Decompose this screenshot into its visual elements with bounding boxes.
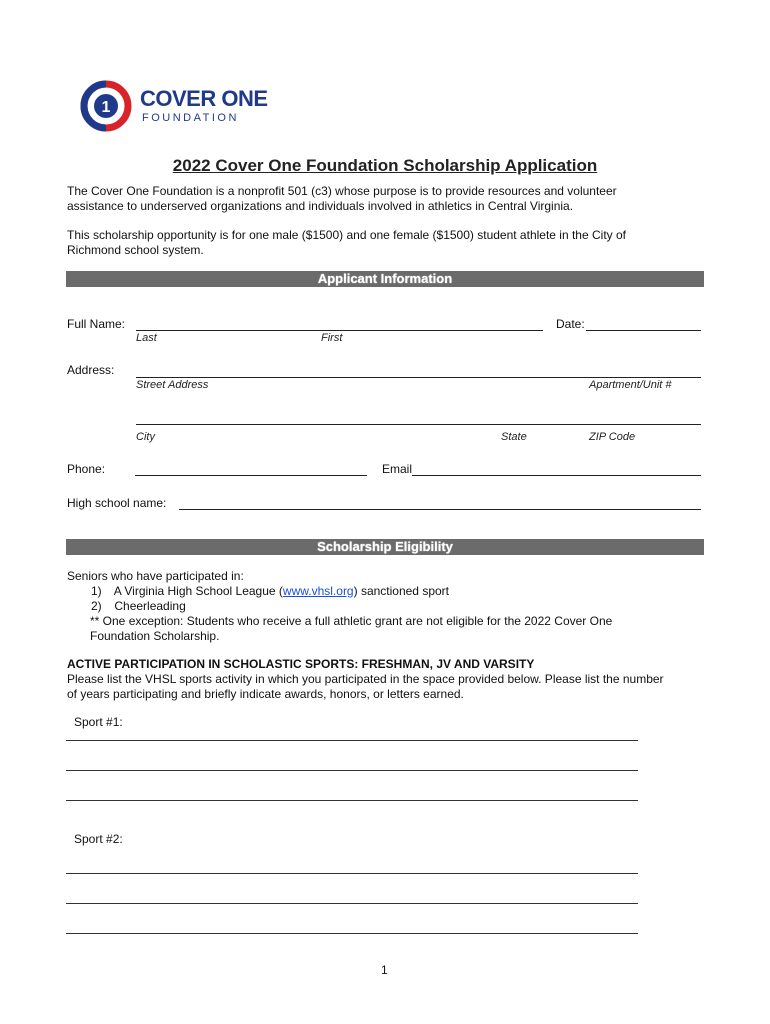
sport-2-line-1[interactable] <box>66 873 638 874</box>
eligibility-intro: Seniors who have participated in: <box>67 569 244 583</box>
email-label: Email <box>382 462 413 476</box>
apartment-caption: Apartment/Unit # <box>589 379 672 391</box>
eligibility-item-2-text: Cheerleading <box>114 599 186 613</box>
eligibility-item-2 <box>91 599 186 613</box>
applicant-information-header <box>66 271 704 287</box>
last-name-caption: Last <box>136 332 157 344</box>
full-name-label: Full Name: <box>67 317 126 331</box>
participation-instructions: Please list the VHSL sports activity in which you participated in the space provided below. Please list the number of years participating and briefly indicate awards, honors, or letters earned. <box>67 672 664 701</box>
date-label: Date: <box>556 317 585 331</box>
intro-paragraph-1: The Cover One Foundation is a nonprofit 501 (c3) whose purpose is to provide resources and volunteer assistance to underserved organizations and individuals involved in athletics in Central Virginia. <box>67 184 617 213</box>
zip-caption: ZIP Code <box>589 431 636 443</box>
scholarship-eligibility-header <box>66 539 704 555</box>
intro-paragraph-2: This scholarship opportunity is for one male ($1500) and one female ($1500) student athlete in the City of Richmond school system. <box>67 228 626 257</box>
eligibility-item-2-number: 2) <box>91 599 102 613</box>
logo-subname: FOUNDATION <box>142 112 239 124</box>
sport-1-line-1[interactable] <box>66 740 638 741</box>
email-field[interactable] <box>412 475 701 476</box>
city-state-zip-field[interactable] <box>136 424 701 425</box>
sport-2-line-3[interactable] <box>66 933 638 934</box>
participation-heading: ACTIVE PARTICIPATION IN SCHOLASTIC SPORTS: FRESHMAN, JV AND VARSITY <box>67 657 535 671</box>
sport-1-label: Sport #1: <box>74 715 123 729</box>
logo-name: COVER ONE <box>140 86 268 111</box>
eligibility-item-1 <box>91 584 449 598</box>
eligibility-item-1-text-pre: A Virginia High School League ( <box>113 584 283 598</box>
phone-label: Phone: <box>67 462 106 476</box>
eligibility-item-1-number: 1) <box>91 584 102 598</box>
high-school-label: High school name: <box>67 496 167 510</box>
scholarship-eligibility-title: Scholarship Eligibility <box>317 539 453 554</box>
eligibility-item-1-text-post: ) sanctioned sport <box>353 584 449 598</box>
address-label: Address: <box>67 363 115 377</box>
first-name-caption: First <box>321 332 343 344</box>
sport-2-line-2[interactable] <box>66 903 638 904</box>
eligibility-exception: ** One exception: Students who receive a full athletic grant are not eligible for the 2022 Cover One Foundation Scholarship. <box>90 614 613 643</box>
state-caption: State <box>501 431 527 443</box>
applicant-information-title: Applicant Information <box>317 271 453 286</box>
full-name-field[interactable] <box>136 330 543 331</box>
sport-2-label: Sport #2: <box>74 832 123 846</box>
page-number: 1 <box>381 963 388 977</box>
sport-1-line-3[interactable] <box>66 800 638 801</box>
svg-text:1: 1 <box>101 99 111 116</box>
cover-one-logo-mark <box>80 80 132 132</box>
city-caption: City <box>136 431 155 443</box>
date-field[interactable] <box>586 330 701 331</box>
high-school-field[interactable] <box>179 509 701 510</box>
street-address-field[interactable] <box>136 377 701 378</box>
street-address-caption: Street Address <box>136 379 209 391</box>
phone-field[interactable] <box>135 475 367 476</box>
sport-1-line-2[interactable] <box>66 770 638 771</box>
vhsl-link[interactable]: www.vhsl.org <box>282 584 354 598</box>
logo <box>80 80 280 134</box>
page-title: 2022 Cover One Foundation Scholarship Application <box>172 156 598 175</box>
